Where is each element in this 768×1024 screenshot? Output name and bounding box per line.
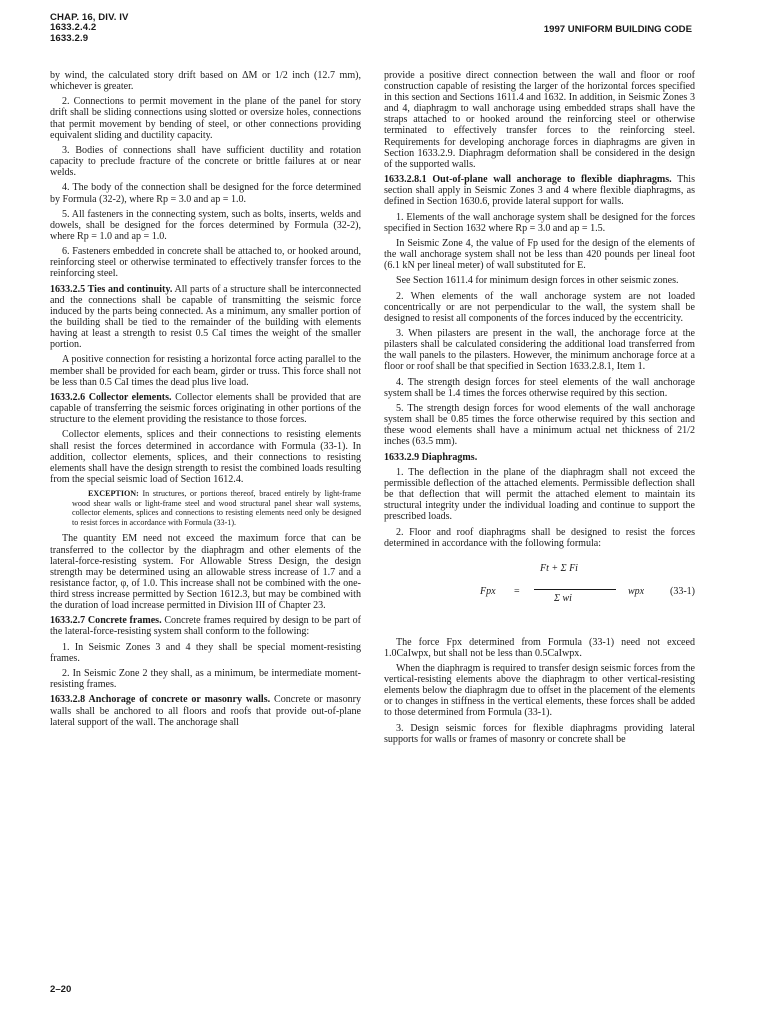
section-1633-2-8-1 (384, 174, 695, 207)
paragraph: 1. The deflection in the plane of the diaphragm shall not exceed the permissible deflection of the attached elements. Permissible deflection shall be that deflection that will permit the attached element to maintain its structural integrity under the individual loading and continue to support the prescribed loads. (384, 466, 695, 523)
paragraph: Collector elements, splices and their connections to resisting elements shall resist the forces determined in accordance with Formula (33-1). In addition, collector elements, splices, and their connections to resisting elements shall have the design strength to resist the combined loads resulting from the special seismic load of Section 1612.4. (50, 429, 361, 485)
formula-multiplier: wpx (628, 585, 645, 597)
section-1633-2-5 (50, 284, 361, 351)
paragraph: The force Fpx determined from Formula (33-1) need not exceed 1.0CaIwpx, but shall not be less than 0.5CaIwpx. (384, 636, 695, 659)
paragraph: See Section 1611.4 for minimum design forces in other seismic zones. (396, 275, 679, 287)
paragraph: 2. Floor and roof diaphragms shall be designed to resist the forces determined in accordance with the following formula: (384, 526, 695, 549)
section-range-end: 1633.2.9 (50, 32, 89, 44)
paragraph: A positive connection for resisting a horizontal force acting parallel to the member shall be provided for each beam, girder or truss. This force shall not be less than 0.5 CaI times the dead plus live load. (50, 354, 361, 388)
section-heading: 1633.2.9 Diaphragms. (384, 451, 478, 463)
section-heading: 1633.2.5 Ties and continuity. (50, 283, 173, 295)
paragraph: In Seismic Zone 4, the value of Fp used for the design of the elements of the wall anchorage system shall not be less than 420 pounds per lineal foot (6.1 kN per lineal meter) of wall substituted for E. (384, 237, 695, 272)
fraction-bar (534, 589, 616, 590)
formula-number: (33-1) (670, 585, 695, 597)
paragraph: 1. In Seismic Zones 3 and 4 they shall be special moment-resisting frames. (50, 641, 361, 664)
paragraph: 4. The strength design forces for steel elements of the wall anchorage system shall be 1.4 times the forces otherwise required by this section. (384, 376, 695, 399)
paragraph: 3. Bodies of connections shall have sufficient ductility and rotation capacity to preclude fracture of the concrete or brittle failures at or near welds. (50, 144, 361, 179)
section-heading: 1633.2.7 Concrete frames. (50, 615, 162, 627)
section-1633-2-8 (50, 694, 361, 727)
paragraph: The quantity EM need not exceed the maximum force that can be transferred to the collector by the diaphragm and other elements of the lateral-force-resisting system. For Allowable Stress Design, the design strength may be determined using an allowable stress increase of 1.7 and a resistance factor, φ, of 1.0. This increase shall not be combined with the one-third stress increase permitted by Section 1612.3, but may be combined with the duration of load increase permitted in Division III of Chapter 23. (50, 533, 361, 611)
section-text: This section shall apply in Seismic Zones 3 and 4 where flexible diaphragms, as defined in Section 1630.6, provide lateral support for walls. (384, 174, 695, 208)
left-column (50, 70, 361, 732)
paragraph: 1. Elements of the wall anchorage system shall be designed for the forces specified in Section 1632 where Rp = 3.0 and ap = 1.5. (384, 211, 695, 234)
section-text: Collector elements shall be provided that are capable of transferring the seismic forces originating in other portions of the structure to the element providing the resistance to those forces. (50, 391, 361, 426)
exception-label: EXCEPTION: (88, 489, 139, 499)
paragraph: by wind, the calculated story drift based on ΔM or 1/2 inch (12.7 mm), whichever is greater. (50, 70, 361, 93)
right-column (384, 70, 695, 749)
paragraph: 6. Fasteners embedded in concrete shall be attached to, or hooked around, reinforcing steel or otherwise terminated to effectively transfer forces to the reinforcing steel. (50, 246, 361, 280)
paragraph: 5. All fasteners in the connecting system, such as bolts, inserts, welds and dowels, shall be designed for the forces determined by Formula (32-2), where Rp = 1.0 and ap = 1.0. (50, 208, 361, 242)
paragraph: 5. The strength design forces for wood elements of the wall anchorage system shall be 0.85 times the force otherwise required by this section and these wood elements shall have a minimum actual net thickness of 21/2 inches (63.5 mm). (384, 403, 695, 448)
section-heading: 1633.2.8.1 Out-of-plane wall anchorage to flexible diaphragms. (384, 174, 672, 186)
section-range-start: 1633.2.4.2 (50, 22, 97, 34)
paragraph: 2. When elements of the wall anchorage system are not loaded concentrically or are not perpendicular to the wall, the system shall be designed to resist all components of the forces induced by the eccentricity. (384, 290, 695, 324)
formula-33-1 (384, 557, 695, 627)
formula-numerator: Ft + Σ Fi (540, 562, 578, 574)
section-text: All parts of a structure shall be interconnected and the connections shall be capable of transmitting the seismic force induced by the parts being connected. As a minimum, any smaller portion of the building shall be tied to the remainder of the building with elements having at least a strength to resist 0.5 CaI times the weight of the smaller portion. (50, 283, 361, 351)
section-1633-2-7 (50, 615, 361, 637)
formula-equals: = (514, 585, 520, 597)
section-heading: 1633.2.6 Collector elements. (50, 391, 172, 403)
paragraph: 4. The body of the connection shall be designed for the force determined by Formula (32-2), where Rp = 3.0 and ap = 1.0. (50, 182, 361, 205)
section-text: Concrete or masonry walls shall be anchored to all floors and roofs that provide out-of-plane lateral support of the wall. The anchorage shall (50, 694, 361, 728)
section-1633-2-9 (384, 452, 695, 463)
paragraph: 2. Connections to permit movement in the plane of the panel for story drift shall be sliding connections using slotted or oversize holes, connections that permit movement by bending of steel, or other connections providing equivalent sliding and ductility capacity. (50, 96, 361, 141)
page-number: 2–20 (50, 984, 72, 995)
paragraph: 3. When pilasters are present in the wall, the anchorage force at the pilasters shall be calculated considering the additional load transferred from the wall panels to the pilasters. However, the minimum anchorage force at a floor or roof shall be that specified in Section 1633.2.8.1, Item 1. (384, 328, 695, 373)
exception-note (72, 489, 361, 527)
section-heading: 1633.2.8 Anchorage of concrete or masonry walls. (50, 694, 271, 706)
paragraph: 2. In Seismic Zone 2 they shall, as a minimum, be intermediate moment-resisting frames. (50, 668, 361, 691)
formula-denominator: Σ wi (554, 592, 572, 604)
section-text: Concrete frames required by design to be part of the lateral-force-resisting system shall conform to the following: (50, 615, 361, 638)
formula-lhs: Fpx (480, 585, 496, 597)
paragraph: provide a positive direct connection between the wall and floor or roof construction capable of resisting the larger of the horizontal forces specified in this section and Sections 1611.4 and 1632. In addition, in Seismic Zones 3 and 4, diaphragm to wall anchorage using embedded straps shall have the straps attached to or hooked around the reinforcing steel or otherwise terminated to effectively transfer forces to the reinforcing steel. Requirements for developing anchorage forces in diaphragms are given in Section 1633.2.9. Diaphragm deformation shall be considered in the design of the supported walls. (384, 70, 695, 170)
paragraph: When the diaphragm is required to transfer design seismic forces from the vertical-resisting elements above the diaphragm to other vertical-resisting elements below the diaphragm due to offset in the placement of the elements or to changes in stiffness in the vertical elements, these forces shall be added to those determined from Formula (33-1). (384, 663, 695, 719)
paragraph: 3. Design seismic forces for flexible diaphragms providing lateral supports for walls or frames of masonry or concrete shall be (384, 722, 695, 745)
running-header-left (50, 13, 129, 44)
exception-text: In structures, or portions thereof, braced entirely by light-frame wood shear walls or light-frame steel and wood structural panel shear wall systems, collector elements, splices and connections to resisting elements need only be designed to resist forces in accordance with Formula (33-1). (72, 489, 361, 527)
code-title: 1997 UNIFORM BUILDING CODE (543, 24, 692, 35)
section-1633-2-6 (50, 392, 361, 425)
chapter-label: CHAP. 16, DIV. IV (50, 12, 129, 23)
